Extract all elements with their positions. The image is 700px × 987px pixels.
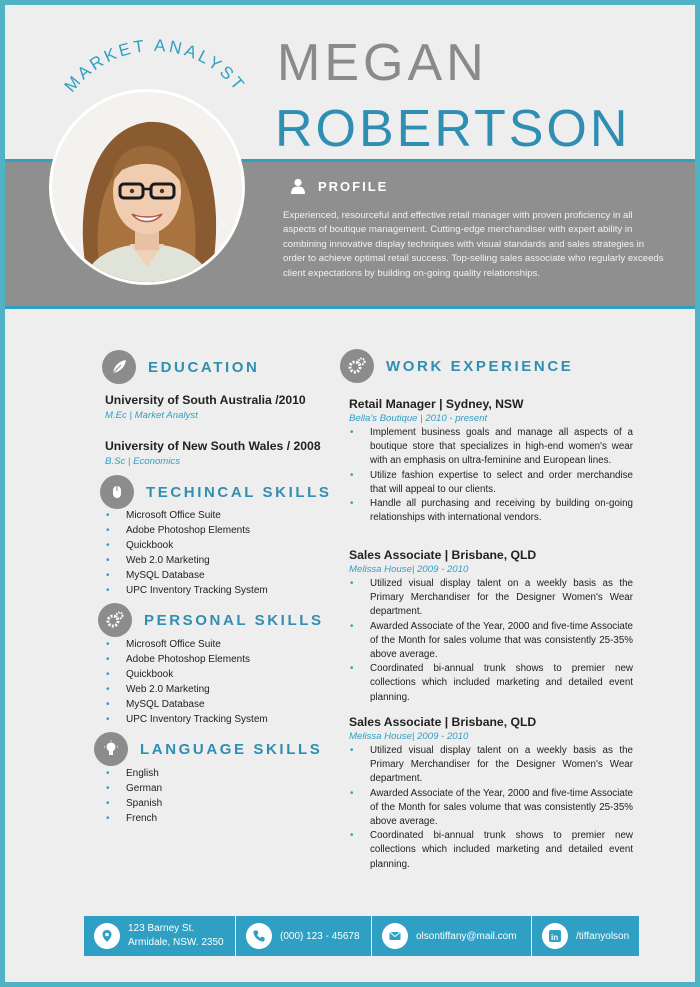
profile-heading-label: PROFILE (318, 178, 389, 194)
feather-icon (102, 350, 136, 384)
education-heading (102, 350, 259, 384)
list-item: • Awarded Associate of the Year, 2000 and five-time Associate of the Month for sales volume that was consistently 25-35% above average. (349, 620, 633, 663)
degree: M.Ec | Market Analyst (105, 410, 198, 421)
work-experience-title: WORK EXPERIENCE (386, 357, 574, 375)
first-name: MEGAN (277, 34, 488, 92)
list-item: • Web 2.0 Marketing (105, 553, 268, 568)
profile-heading (290, 178, 388, 194)
list-item: • Adobe Photoshop Elements (105, 523, 268, 538)
list-item: • Coordinated bi-annual trunk shows to premier new collections which included marketing and detailed event planning. (349, 829, 633, 872)
list-item: • Web 2.0 Marketing (105, 682, 268, 697)
job-title: Sales Associate | Brisbane, QLD (349, 715, 537, 729)
portrait-illustration (52, 92, 242, 282)
technical-skills-heading (100, 475, 332, 509)
list-item: • Adobe Photoshop Elements (105, 652, 268, 667)
person-icon (290, 178, 306, 194)
education-title: EDUCATION (148, 358, 260, 376)
address-line-2: Armidale, NSW. 2350 (128, 937, 224, 948)
list-item: • Microsoft Office Suite (105, 637, 268, 652)
list-item: • Awarded Associate of the Year, 2000 and five-time Associate of the Month for sales volume that was consistently 25-35% above average. (349, 787, 633, 830)
job-bullets (349, 426, 633, 525)
linkedin-icon (542, 923, 568, 949)
technical-skills-title: TECHINCAL SKILLS (146, 483, 332, 501)
school-name: University of New South Wales / 2008 (105, 439, 321, 453)
personal-skills-title: PERSONAL SKILLS (144, 611, 324, 629)
email-address[interactable]: olsontiffany@mail.com (416, 930, 517, 942)
job-entry (349, 715, 633, 872)
personal-skills-list (105, 637, 268, 727)
profile-text: Experienced, resourceful and effective retail manager with proven proficiency in all aspects of boutique management. Cutting-edge merchandiser with expert ability in combining innovative display techniques with visual standards and sales strategies in order to achieve optimal retail success. Top-selling sales associate who regularly exceeds client expectations by building on-going quality relationships. (283, 210, 664, 279)
list-item: • MySQL Database (105, 697, 268, 712)
technical-skills-list (105, 508, 268, 598)
language-skills-title: LANGUAGE SKILLS (140, 740, 323, 758)
email-cell[interactable] (372, 916, 532, 956)
phone-number[interactable]: (000) 123 - 45678 (280, 930, 360, 942)
job-bullets (349, 744, 633, 872)
list-item: • Handle all purchasing and receiving by building on-going relationships with international vendors. (349, 497, 633, 525)
list-item: • Utilize fashion expertise to select and order merchandise that will appeal to our clients. (349, 469, 633, 497)
job-company: Bella's Boutique | 2010 - present (349, 413, 488, 424)
address (128, 922, 224, 950)
list-item: • Microsoft Office Suite (105, 508, 268, 523)
language-skills-heading (94, 732, 322, 766)
language-skills-list (105, 766, 162, 826)
address-line-1: 123 Barney St. (128, 923, 195, 934)
resume-page (5, 5, 695, 982)
svg-text:MARKET ANALYST (61, 36, 250, 96)
last-name: ROBERTSON (275, 100, 631, 158)
envelope-icon (382, 923, 408, 949)
linkedin-handle[interactable]: /tiffanyolson (576, 930, 630, 942)
list-item: • Coordinated bi-annual trunk shows to premier new collections which included marketing and detailed event planning. (349, 662, 633, 705)
list-item: • Quickbook (105, 667, 268, 682)
list-item: • English (105, 766, 162, 781)
list-item: • Utilized visual display talent on a weekly basis as the Primary Merchandiser for the Designer Women's Wear department. (349, 577, 633, 620)
list-item: • Utilized visual display talent on a weekly basis as the Primary Merchandiser for the Designer Women's Wear department. (349, 744, 633, 787)
job-bullets (349, 577, 633, 705)
job-title: Retail Manager | Sydney, NSW (349, 397, 524, 411)
education-item (105, 439, 335, 467)
phone-icon (246, 923, 272, 949)
job-company: Melissa House| 2009 - 2010 (349, 564, 469, 575)
job-entry (349, 548, 633, 705)
job-title: Sales Associate | Brisbane, QLD (349, 548, 537, 562)
personal-skills-heading (98, 603, 324, 637)
gears-icon (98, 603, 132, 637)
school-name: University of South Australia /2010 (105, 393, 306, 407)
job-company: Melissa House| 2009 - 2010 (349, 731, 469, 742)
degree: B.Sc | Economics (105, 456, 181, 467)
list-item: • Implement business goals and manage all aspects of a boutique store that specializes in high-end women's wear with an emphasis on ultra-feminine and European lines. (349, 426, 633, 469)
contact-footer (84, 916, 639, 956)
svg-text:in: in (551, 933, 559, 942)
address-cell (84, 916, 236, 956)
education-item (105, 393, 335, 421)
list-item: • French (105, 811, 162, 826)
list-item: • MySQL Database (105, 568, 268, 583)
work-experience-heading (340, 349, 573, 383)
list-item: • UPC Inventory Tracking System (105, 712, 268, 727)
list-item: • UPC Inventory Tracking System (105, 583, 268, 598)
gears-icon (340, 349, 374, 383)
list-item: • German (105, 781, 162, 796)
location-pin-icon (94, 923, 120, 949)
linkedin-cell[interactable] (532, 916, 639, 956)
job-entry (349, 397, 633, 525)
list-item: • Spanish (105, 796, 162, 811)
job-title: MARKET ANALYST (60, 35, 250, 96)
profile-photo (49, 89, 245, 285)
phone-cell[interactable] (236, 916, 372, 956)
list-item: • Quickbook (105, 538, 268, 553)
mouse-icon (100, 475, 134, 509)
lightbulb-icon (94, 732, 128, 766)
